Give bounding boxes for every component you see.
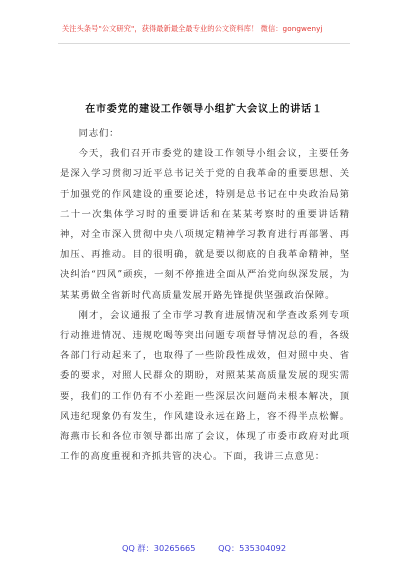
document-body	[60, 124, 350, 467]
qq-group-text: QQ 群：30265665	[121, 543, 196, 553]
header-notice: 关注头条号"公文研究"，获得最新最全最专业的公文资料库！ 微信：gongwenyj	[62, 24, 323, 33]
document-title: 在市委党的建设工作领导小组扩大会议上的讲话１	[85, 104, 323, 115]
footer-contacts	[0, 543, 408, 554]
paragraph-2: 刚才，会议通报了全市学习教育进展情况和学查改系列专项行动推进情况、违规吃喝等突出问题专项督导情况总的看，各级各部门行动起来了，也取得了一些阶段性成效，但对照中央、省委的要求，对照人民群众的期盼，对照某某高质量发展的现实需要，我们的工作仍有不小差距一些深层次问题尚未根本解决，顶风违纪现象仍有发生，作风建设永远在路上，容不得半点松懈。海燕市长和各位市领导都出席了会议，体现了市委市政府对此项工作的高度重视和齐抓共管的决心。下面，我讲三点意见：	[60, 309, 350, 463]
header-divider	[58, 43, 350, 44]
salutation: 同志们：	[78, 128, 120, 139]
qq-text: QQ：535304092	[218, 543, 287, 553]
paragraph-1: 今天，我们召开市委党的建设工作领导小组会议，主要任务是深入学习贯彻习近平总书记关于党的自我革命的重要思想、关于加强党的作风建设的重要论述，特别是总书记在中央政治局第二十一次集体学习时的重要讲话和在某某考察时的重要讲话精神，对全市深入贯彻中央八项规定精神学习教育进行再部署、再加压、再推动。目的很明确，就是要以彻底的自我革命精神，坚决纠治“四风”顽疾，一刻不停推进全面从严治党向纵深发展，为某某勇做全省新时代高质量发展开路先锋提供坚强政治保障。	[60, 148, 350, 301]
